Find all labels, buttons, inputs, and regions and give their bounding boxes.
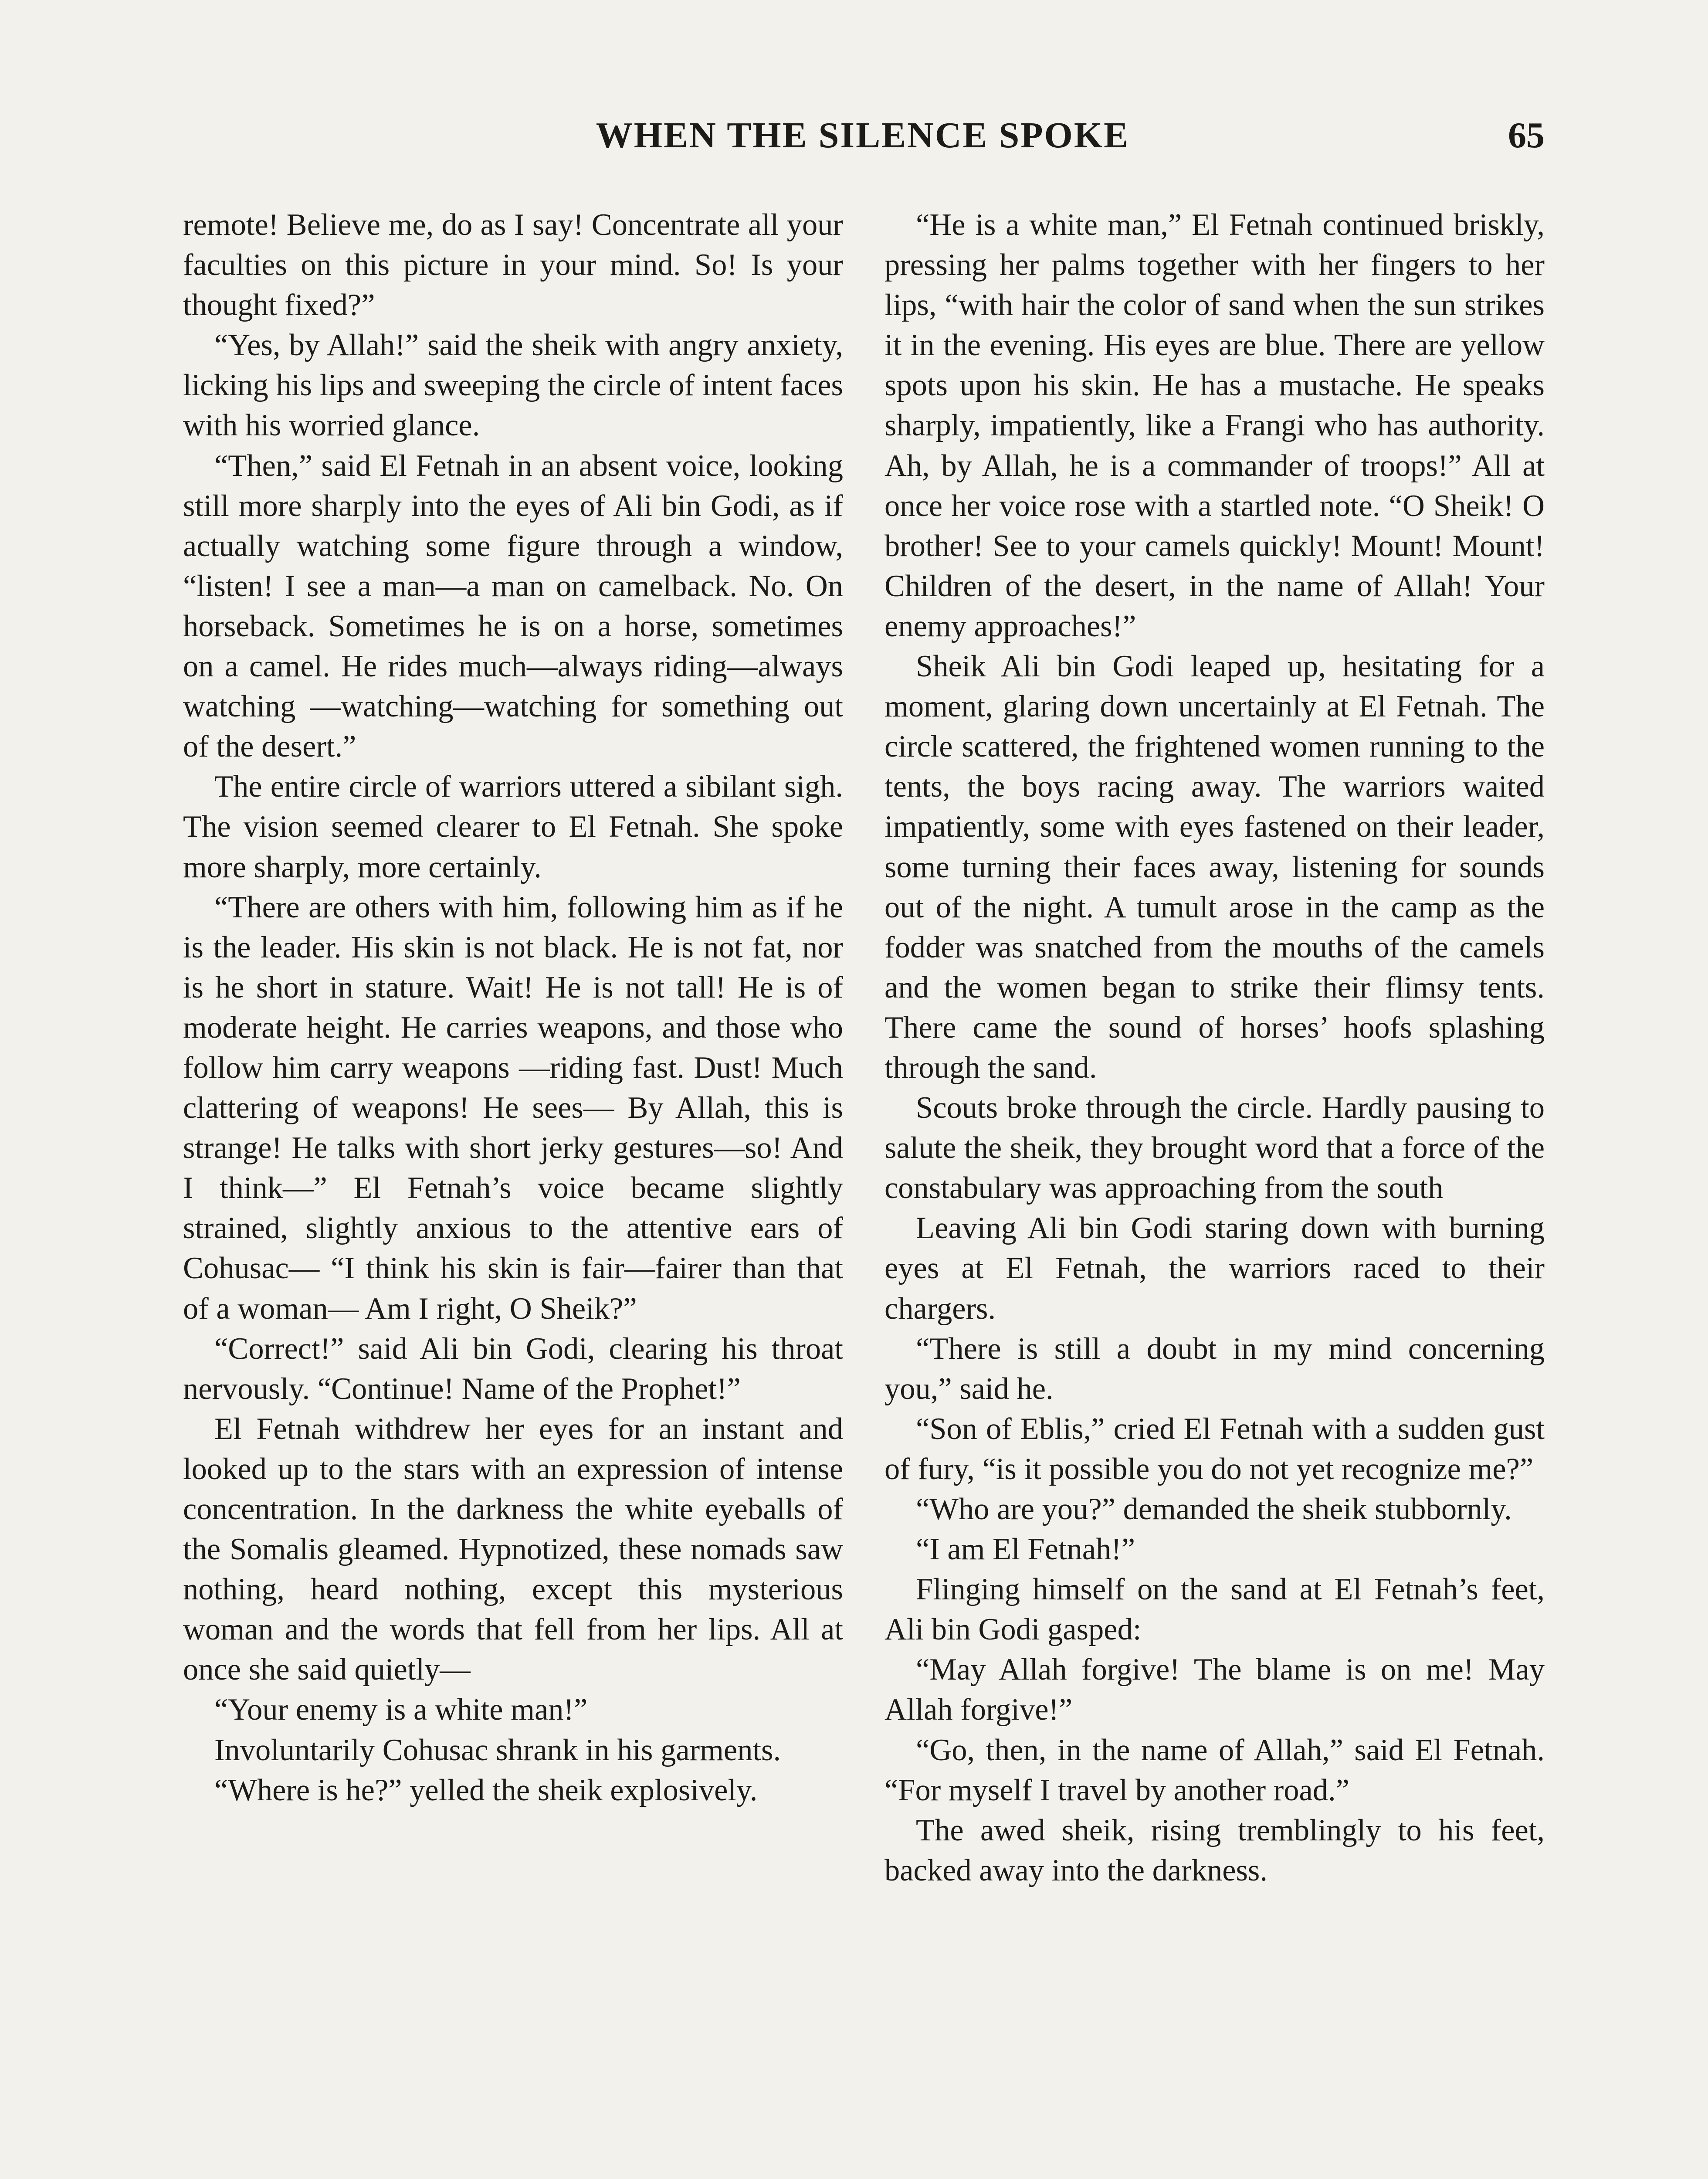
paragraph: “May Allah forgive! The blame is on me! May Allah forgive!” <box>884 1653 1545 1727</box>
paragraph: “Son of Eblis,” cried El Fetnah with a sudden gust of fury, “is it possible you do not yet recognize me?” <box>884 1412 1545 1486</box>
paragraph: “He is a white man,” El Fetnah continued briskly, pressing her palms together with her fingers to her lips, “with hair the color of sand when the sun strikes it in the evening. His eyes are blue. There are yellow spots upon his skin. He has a mustache. He speaks sharply, impatiently, like a Frangi who has authority. Ah, by Allah, he is a commander of troops!” All at once her voice rose with a startled note. “O Sheik! O brother! See to your camels quickly! Mount! Mount! Children of the desert, in the name of Allah! Your enemy approaches!” <box>884 208 1545 643</box>
paragraph: Leaving Ali bin Godi staring down with burning eyes at El Fetnah, the warriors raced to their chargers. <box>884 1211 1545 1326</box>
paragraph: “Yes, by Allah!” said the sheik with angry anxiety, licking his lips and sweeping the circle of intent faces with his worried glance. <box>183 328 843 443</box>
paragraph: Involuntarily Cohusac shrank in his garments. <box>214 1733 781 1767</box>
paragraph: “Go, then, in the name of Allah,” said El Fetnah. “For myself I travel by another road.” <box>884 1733 1545 1807</box>
paragraph: The awed sheik, rising tremblingly to his feet, backed away into the darkness. <box>884 1813 1545 1887</box>
paragraph: El Fetnah withdrew her eyes for an instant and looked up to the stars with an expression of intense concentration. In the darkness the white eyeballs of the Somalis gleamed. Hypnotized, these nomads saw nothing, heard nothing, except this mysterious woman and the words that fell from her lips. All at once she said quietly— <box>183 1412 843 1687</box>
paragraph: “Where is he?” yelled the sheik explosively. <box>214 1773 758 1807</box>
paragraph: “There are others with him, following him as if he is the leader. His skin is not black. He is not fat, nor is he short in stature. Wait! He is not tall! He is of moderate height. He carries weapons, and those who follow him carry weapons —riding fast. Dust! Much clattering of weapons! He sees— By Allah, this is strange! He talks with short jerky gestures—so! And I think—” El Fetnah’s voice became slightly strained, slightly anxious to the attentive ears of Cohusac— “I think his skin is fair—fairer than that of a woman— Am I right, O Sheik?” <box>183 890 843 1326</box>
paragraph: “Your enemy is a white man!” <box>214 1693 588 1727</box>
paragraph: “Correct!” said Ali bin Godi, clearing his throat nervously. “Continue! Name of the Prophet!” <box>183 1331 843 1406</box>
left-column <box>183 205 843 1810</box>
paragraph: Sheik Ali bin Godi leaped up, hesitating for a moment, glaring down uncertainly at El Fetnah. The circle scattered, the frightened women running to the tents, the boys racing away. The warriors waited impatiently, some with eyes fastened on their leader, some turning their faces away, listening for sounds out of the night. A tumult arose in the camp as the fodder was snatched from the mouths of the camels and the women began to strike their flimsy tents. There came the sound of horses’ hoofs splashing through the sand. <box>884 649 1545 1085</box>
paragraph: Scouts broke through the circle. Hardly pausing to salute the sheik, they brought word that a force of the constabulary was approaching from the south <box>884 1091 1545 1205</box>
running-header <box>181 114 1545 166</box>
paragraph: The entire circle of warriors uttered a sibilant sigh. The vision seemed clearer to El Fetnah. She spoke more sharply, more certainly. <box>183 770 843 884</box>
paragraph: “There is still a doubt in my mind concerning you,” said he. <box>884 1331 1545 1406</box>
page-number: 65 <box>1508 115 1545 156</box>
paragraph: “Then,” said El Fetnah in an absent voice, looking still more sharply into the eyes of Ali bin Godi, as if actually watching some figure through a window, “listen! I see a man—a man on camelback. No. On horseback. Sometimes he is on a horse, sometimes on a camel. He rides much—always riding—always watching —watching—watching for something out of the desert.” <box>183 448 843 764</box>
running-title: WHEN THE SILENCE SPOKE <box>596 115 1130 156</box>
paragraph: remote! Believe me, do as I say! Concentrate all your faculties on this picture in your mind. So! Is your thought fixed?” <box>183 208 843 322</box>
paragraph: “I am El Fetnah!” <box>916 1532 1135 1567</box>
right-column <box>884 205 1545 1891</box>
paragraph: “Who are you?” demanded the sheik stubbornly. <box>916 1492 1512 1526</box>
paragraph: Flinging himself on the sand at El Fetnah’s feet, Ali bin Godi gasped: <box>884 1572 1545 1647</box>
